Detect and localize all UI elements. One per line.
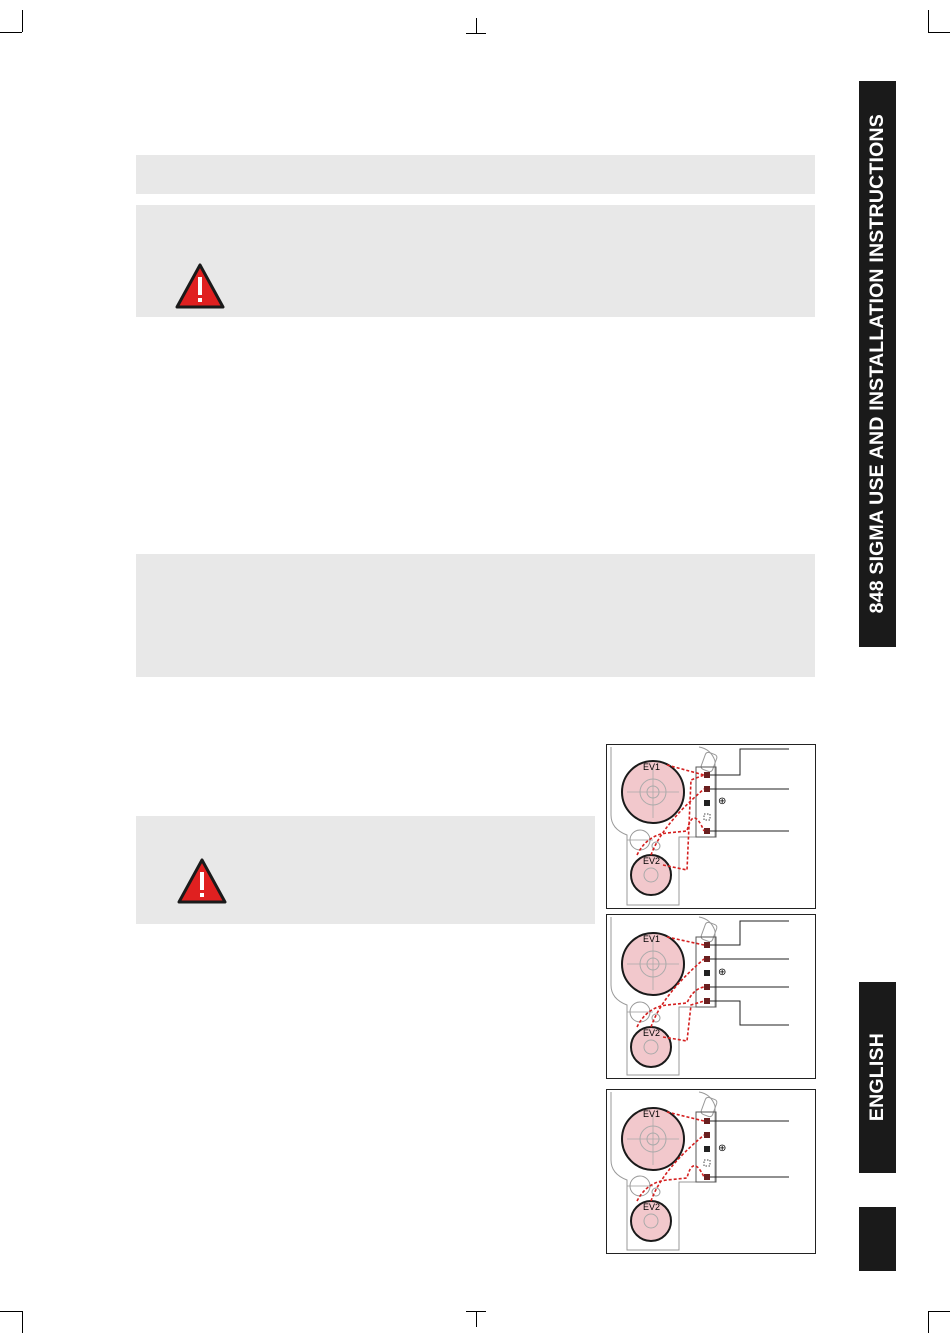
note-panel-2	[136, 554, 815, 677]
diagram-drawing	[607, 1090, 815, 1253]
earth-symbol: ⊕	[718, 967, 727, 978]
warning-panel-2	[136, 816, 595, 924]
earth-symbol: ⊕	[718, 796, 727, 807]
solenoid-ev2-label: EV2	[643, 1202, 661, 1212]
solenoid-ev2-label: EV2	[643, 1028, 661, 1038]
warning-panel-1	[136, 205, 815, 317]
solenoid-ev1-label: EV1	[643, 762, 661, 772]
wiring-diagram-1	[606, 744, 816, 909]
manual-title: 848 SIGMA USE AND INSTALLATION INSTRUCTIONS	[866, 114, 888, 614]
diagram-drawing	[607, 915, 815, 1078]
warning-triangle-icon	[175, 263, 225, 309]
wiring-diagram-3	[606, 1089, 816, 1254]
solenoid-ev2-label: EV2	[643, 856, 661, 866]
page-number-tab	[859, 1207, 896, 1271]
language-tab	[859, 982, 896, 1173]
wiring-diagram-2	[606, 914, 816, 1079]
manual-title-tab	[859, 81, 896, 647]
language-label: ENGLISH	[866, 1033, 888, 1122]
warning-triangle-icon	[177, 858, 227, 904]
earth-symbol: ⊕	[718, 1143, 727, 1154]
diagram-drawing	[607, 745, 815, 908]
note-panel-1	[136, 155, 815, 194]
solenoid-ev1-label: EV1	[643, 934, 661, 944]
solenoid-ev1-label: EV1	[643, 1109, 661, 1119]
